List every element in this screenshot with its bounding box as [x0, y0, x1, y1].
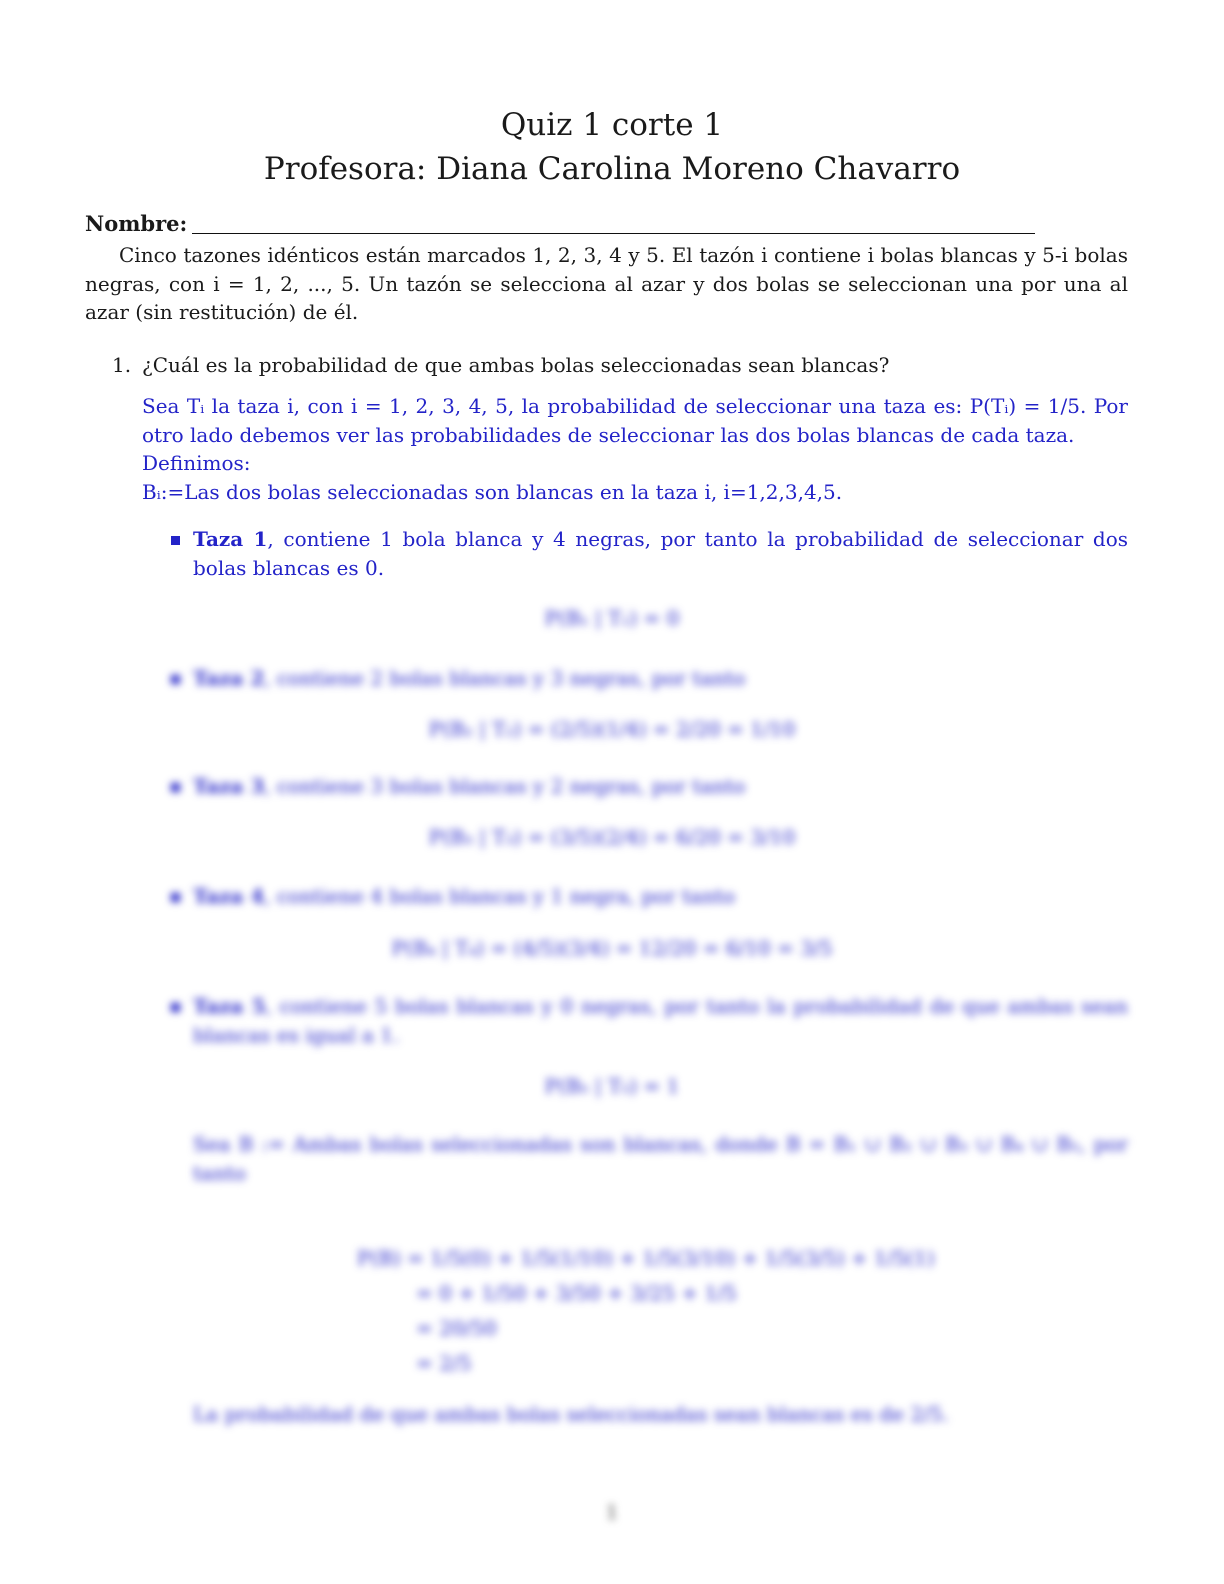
bullet-text: , contiene 4 bolas blancas y 1 negra, por tanto — [264, 884, 736, 908]
bullet-bold: Taza 4 — [193, 884, 265, 908]
bullet-bold: Taza 2 — [193, 666, 265, 690]
page-number: 1 — [605, 1500, 619, 1524]
total-line-4: = 2/5 — [416, 1351, 472, 1375]
bullet-marker — [171, 536, 180, 545]
bullet-bold: Taza 1 — [193, 527, 268, 551]
total-probability-intro: Sea B := Ambas bolas seleccionadas son blancas, donde B = B₁ ∪ B₂ ∪ B₃ ∪ B₄ ∪ B₅, por tanto — [193, 1132, 1128, 1185]
question-number: 1. — [112, 353, 132, 377]
equation-taza-5: P(B₅ | T₅) = 1 — [544, 1074, 680, 1098]
total-line-3: = 20/50 — [416, 1316, 497, 1340]
equation-taza-3: P(B₃ | T₃) = (3/5)(2/4) = 6/20 = 3/10 — [428, 825, 796, 849]
bullet-marker — [171, 783, 180, 792]
bullet-bold: Taza 5 — [193, 994, 266, 1018]
equation-taza-2: P(B₂ | T₂) = (2/5)(1/4) = 2/20 = 1/10 — [428, 717, 796, 741]
equation-taza-4: P(B₄ | T₄) = (4/5)(3/4) = 12/20 = 6/10 = 3/5 — [391, 936, 833, 960]
bullet-taza-2 — [193, 664, 1128, 693]
equation-taza-1: P(B₁ | T₁) = 0 — [544, 606, 680, 630]
solution-intro — [142, 392, 1128, 506]
bullet-bold: Taza 3 — [193, 774, 265, 798]
bullet-taza-3 — [193, 772, 1128, 801]
solution-paragraph-2: Definimos: — [142, 451, 251, 475]
nombre-label: Nombre: — [85, 211, 188, 236]
intro-paragraph: Cinco tazones idénticos están marcados 1, 2, 3, 4 y 5. El tazón i contiene i bolas blancas y 5-i bolas negras, con i = 1, 2, ..., 5. Un tazón se selecciona al azar y dos bolas se seleccionan una por una al azar (sin restitución) de él. — [85, 243, 1128, 324]
bullet-marker — [171, 1003, 180, 1012]
solution-definition: Bᵢ:=Las dos bolas seleccionadas son blancas en la taza i, i=1,2,3,4,5. — [142, 479, 843, 504]
professor-line: Profesora: Diana Carolina Moreno Chavarro — [263, 151, 961, 187]
question-text: ¿Cuál es la probabilidad de que ambas bolas seleccionadas sean blancas? — [142, 353, 890, 377]
quiz-title: Quiz 1 corte 1 — [500, 107, 724, 143]
total-line-2: = 0 + 1/50 + 3/50 + 3/25 + 1/5 — [416, 1281, 737, 1305]
nombre-blank-line — [192, 233, 1035, 234]
bullet-taza-5 — [193, 992, 1128, 1049]
bullet-taza-1 — [193, 525, 1128, 582]
bullet-marker — [171, 675, 180, 684]
conclusion: La probabilidad de que ambas bolas seleccionadas sean blancas es de 2/5. — [193, 1402, 949, 1426]
bullet-text: , contiene 1 bola blanca y 4 negras, por tanto la probabilidad de seleccionar dos bolas blancas es 0. — [193, 527, 1129, 580]
total-line-1: P(B) = 1/5(0) + 1/5(1/10) + 1/5(3/10) + 1/5(3/5) + 1/5(1) — [357, 1246, 935, 1270]
solution-paragraph-1: Sea Tᵢ la taza i, con i = 1, 2, 3, 4, 5, la probabilidad de seleccionar una taza es: P(Tᵢ) = 1/5. Por otro lado debemos ver las probabilidades de seleccionar las dos bolas blancas de cada taza. — [142, 394, 1128, 447]
bullet-text: , contiene 2 bolas blancas y 3 negras, por tanto — [264, 666, 746, 690]
bullet-marker — [171, 893, 180, 902]
bullet-text: , contiene 5 bolas blancas y 0 negras, por tanto la probabilidad de que ambas sean blancas es igual a 1. — [193, 994, 1129, 1047]
bullet-text: , contiene 3 bolas blancas y 2 negras, por tanto — [264, 774, 746, 798]
bullet-taza-4 — [193, 882, 1128, 911]
